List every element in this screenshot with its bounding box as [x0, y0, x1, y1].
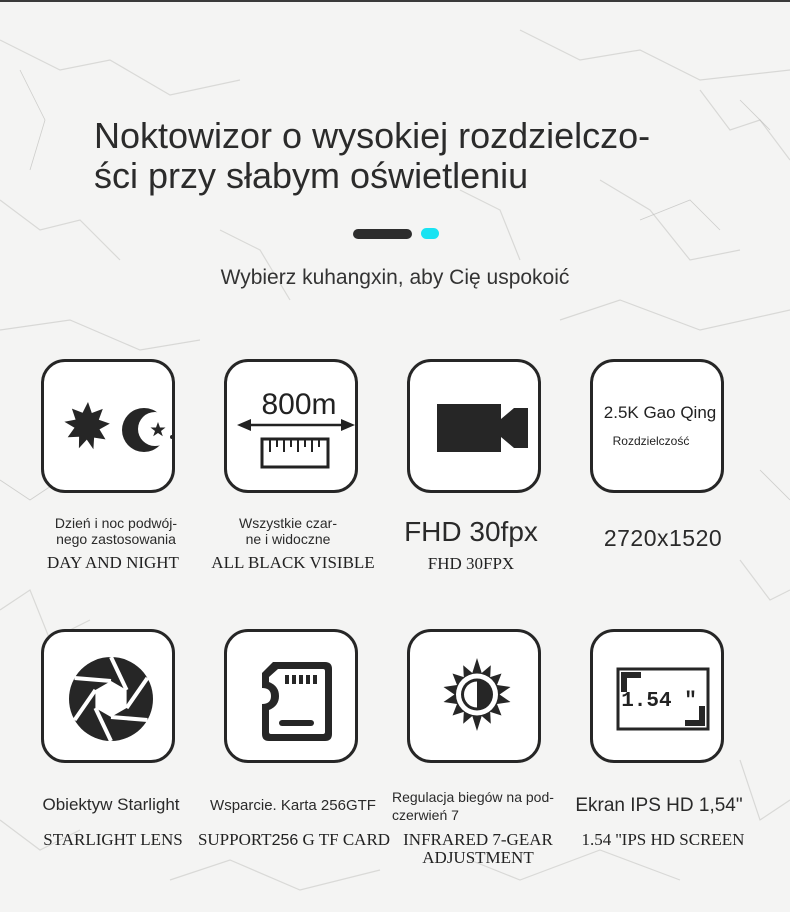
caption-line: nego zastosowania	[56, 531, 176, 547]
caption-line: ne i widoczne	[245, 531, 331, 547]
resolution-badge	[593, 362, 721, 490]
caption-line: Dzień i noc podwój-	[54, 515, 178, 531]
caption-sdcard-pl: Wsparcie. Karta 256GTF	[210, 797, 376, 814]
feature-tile-resolution	[590, 359, 724, 493]
feature-tile-day-night	[41, 359, 175, 493]
resolution-sublabel: Rozdzielczość	[612, 434, 690, 448]
video-camera-icon	[410, 362, 538, 490]
subtitle: Wybierz kuhangxin, aby Cię uspokoić	[220, 266, 570, 289]
resolution-label: 2.5K Gao Qing	[603, 403, 717, 422]
caption-infrared-en	[388, 831, 568, 867]
caption-lens-pl: Obiektyw Starlight	[42, 795, 180, 814]
caption-line: czerwień 7	[392, 807, 459, 823]
aperture-icon	[44, 632, 172, 760]
caption-video-pl: FHD 30fpx	[404, 516, 538, 547]
caption-sdcard-en	[196, 831, 392, 850]
page-title	[94, 116, 734, 196]
caption-line: ADJUSTMENT	[422, 848, 534, 867]
caption-video-en: FHD 30FPX	[427, 554, 515, 573]
distance-label: 800m	[261, 388, 337, 421]
top-border	[0, 0, 790, 2]
day-night-icon	[44, 362, 172, 490]
caption-infrared-pl	[392, 788, 566, 824]
caption-part: G TF CARD	[298, 830, 391, 849]
feature-tile-video	[407, 359, 541, 493]
decor-dash-dark	[353, 229, 412, 239]
caption-distance-pl	[213, 515, 363, 547]
caption-part: SUPPORT	[197, 830, 272, 849]
brightness-icon	[410, 632, 538, 760]
caption-line: Regulacja biegów na pod-	[392, 789, 554, 805]
caption-part: 256	[271, 832, 299, 849]
caption-line: Wszystkie czar-	[239, 515, 337, 531]
title-line-2: ści przy słabym oświetleniu	[94, 155, 529, 196]
caption-day-night-pl	[41, 515, 191, 547]
feature-tile-infrared	[407, 629, 541, 763]
ruler-distance-icon	[227, 362, 355, 490]
caption-line: INFRARED 7-GEAR	[403, 830, 553, 849]
caption-resolution-value: 2720x1520	[603, 525, 723, 551]
feature-tile-screen	[590, 629, 724, 763]
caption-day-night-en: DAY AND NIGHT	[47, 553, 179, 572]
sd-card-icon	[227, 632, 355, 760]
caption-screen-en: 1.54 ''IPS HD SCREEN	[581, 830, 745, 849]
title-line-1: Noktowizor o wysokiej rozdzielczo-	[94, 115, 651, 156]
caption-lens-en: STARLIGHT LENS	[43, 830, 183, 849]
feature-tile-lens	[41, 629, 175, 763]
decor-dot-cyan	[421, 228, 439, 239]
caption-distance-en: ALL BLACK VISIBLE	[211, 553, 375, 572]
feature-tile-sdcard	[224, 629, 358, 763]
caption-screen-pl: Ekran IPS HD 1,54"	[575, 795, 743, 816]
screen-size-label: 1.54 "	[621, 690, 697, 713]
screen-size-icon	[593, 632, 721, 760]
feature-tile-distance	[224, 359, 358, 493]
